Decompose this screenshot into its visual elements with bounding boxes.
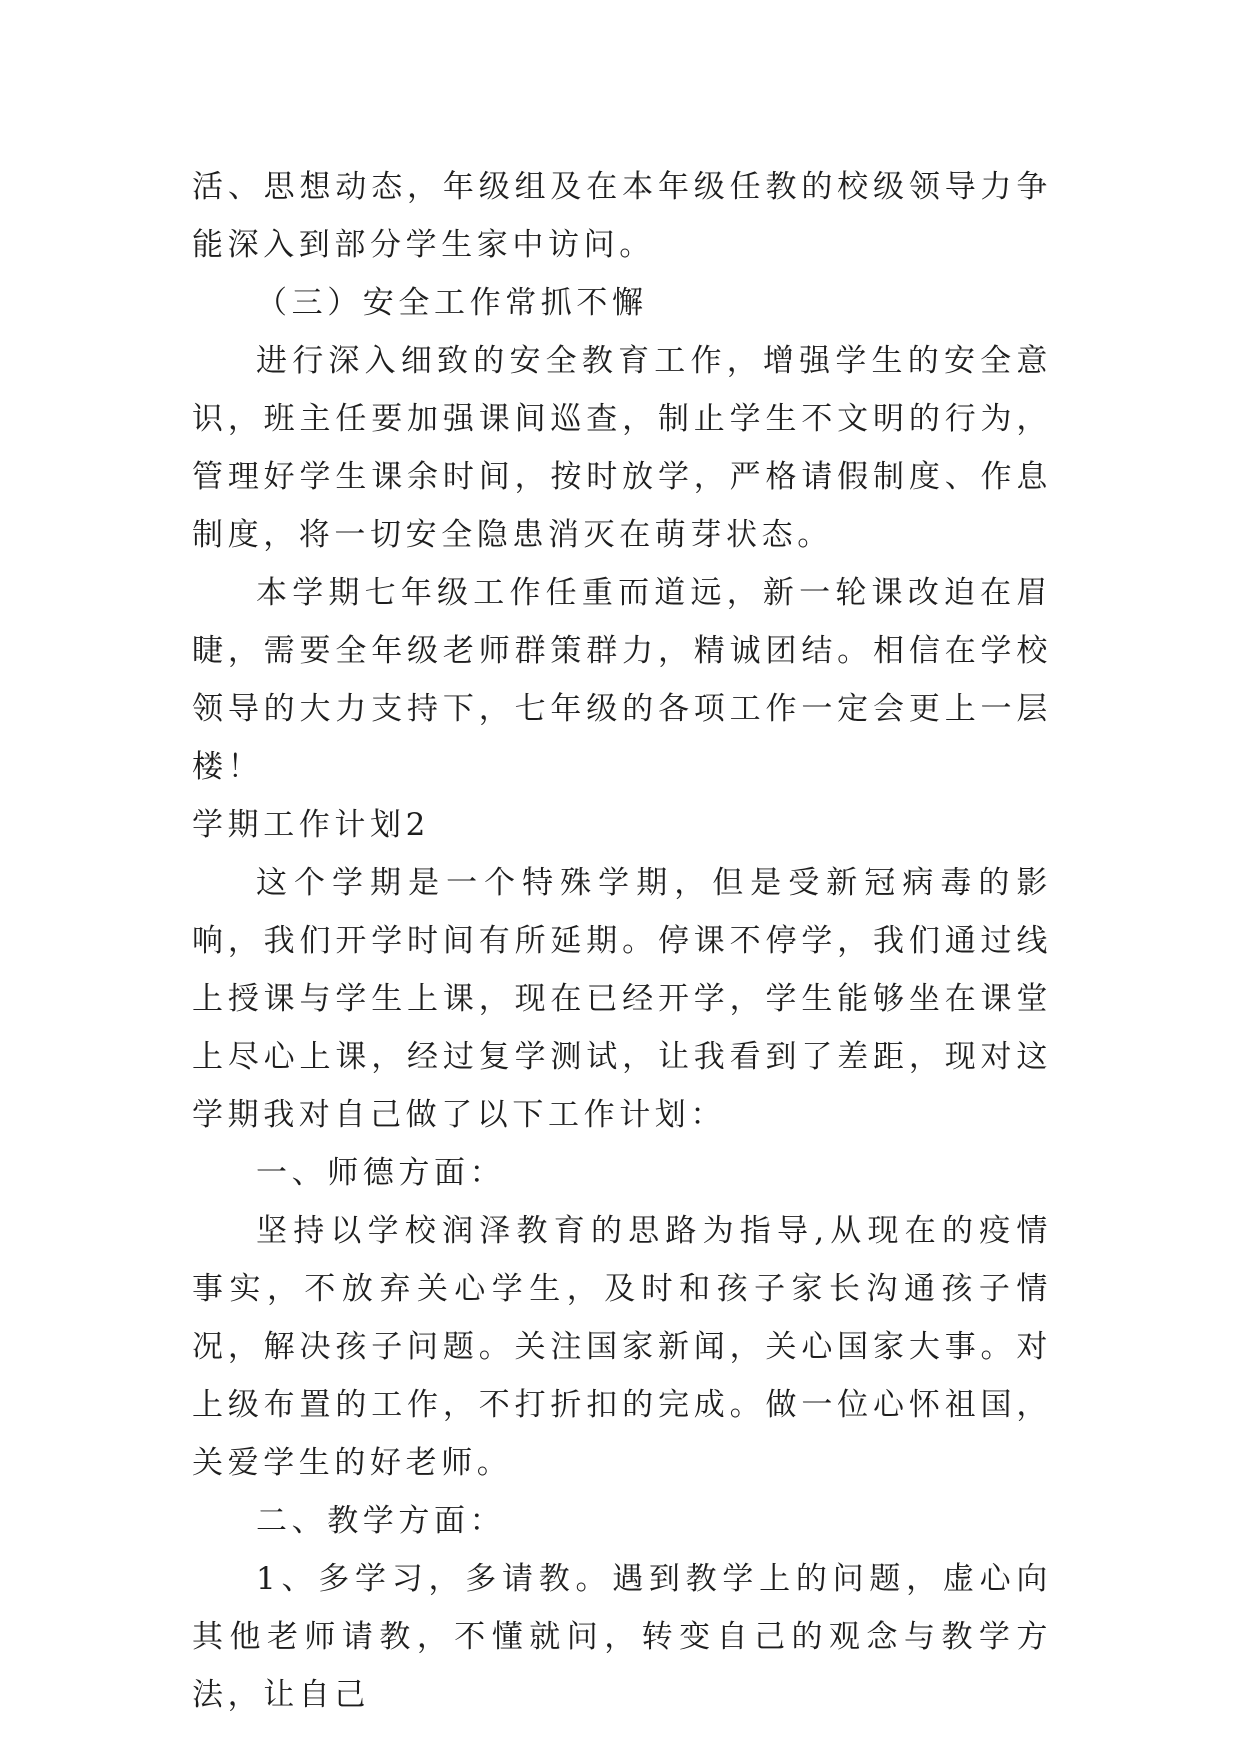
paragraph-ethics: 坚持以学校润泽教育的思路为指导,从现在的疫情事实，不放弃关心学生，及时和孩子家长沟通孩子情况，解决孩子问题。关注国家新闻，关心国家大事。对上级布置的工作，不打折扣的完成。做一位心怀祖国，关爱学生的好老师。 bbox=[192, 1213, 1052, 1481]
paragraph-intro: 这个学期是一个特殊学期，但是受新冠病毒的影响，我们开学时间有所延期。停课不停学，我们通过线上授课与学生上课，现在已经开学，学生能够坐在课堂上尽心上课，经过复学测试，让我看到了差距，现对这学期我对自己做了以下工作计划： bbox=[192, 865, 1052, 1133]
section-heading-safety: （三）安全工作常抓不懈 bbox=[256, 285, 648, 321]
paragraph-conclusion: 本学期七年级工作任重而道远，新一轮课改迫在眉睫，需要全年级老师群策群力，精诚团结。相信在学校领导的大力支持下，七年级的各项工作一定会更上一层楼！ bbox=[192, 575, 1052, 785]
section-heading-ethics: 一、师德方面： bbox=[256, 1155, 506, 1191]
document-body bbox=[192, 158, 1052, 1724]
paragraph-safety: 进行深入细致的安全教育工作，增强学生的安全意识，班主任要加强课间巡查，制止学生不文明的行为，管理好学生课余时间，按时放学，严格请假制度、作息制度，将一切安全隐患消灭在萌芽状态。 bbox=[192, 343, 1052, 553]
paragraph-teaching-1: 1、多学习，多请教。遇到教学上的问题，虚心向其他老师请教，不懂就问，转变自己的观念与教学方法，让自己 bbox=[192, 1561, 1052, 1713]
plan-title: 学期工作计划2 bbox=[192, 807, 430, 843]
section-heading-teaching: 二、教学方面： bbox=[256, 1503, 506, 1539]
paragraph-continued: 活、思想动态，年级组及在本年级任教的校级领导力争能深入到部分学生家中访问。 bbox=[192, 169, 1052, 263]
